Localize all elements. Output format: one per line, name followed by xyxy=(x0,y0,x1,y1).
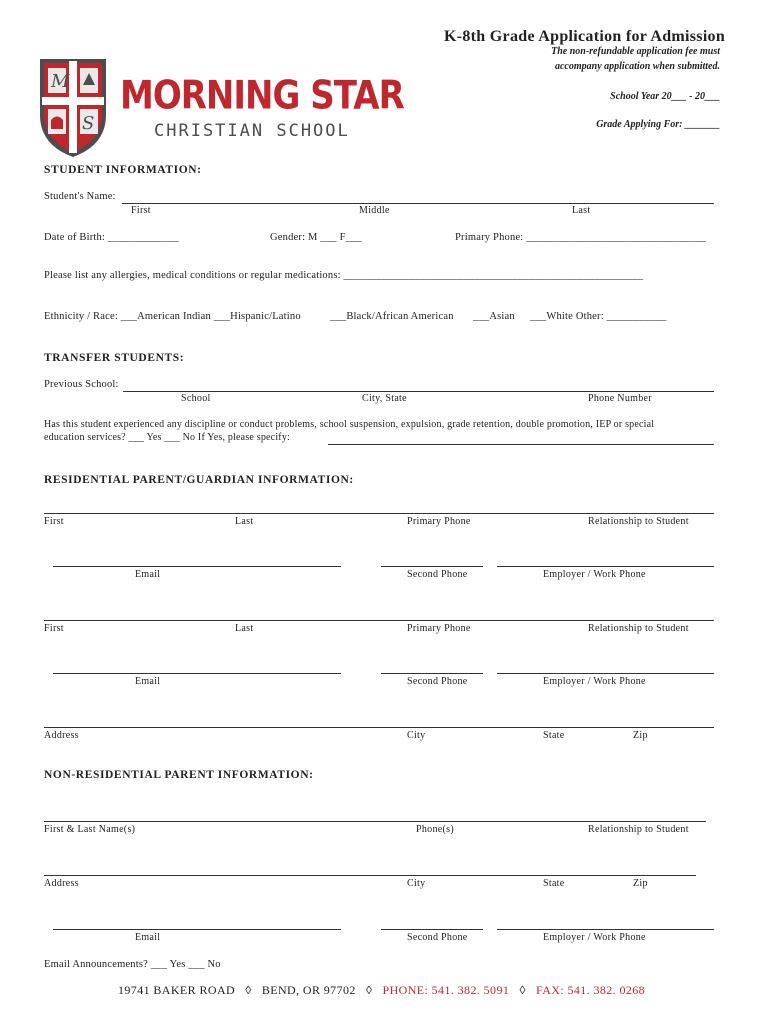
res-parent-1-employer-field[interactable] xyxy=(497,566,714,567)
email-announcements-field[interactable]: Email Announcements? ___ Yes ___ No xyxy=(44,959,221,970)
res-first-caption: First xyxy=(44,516,64,527)
res-primary-phone-caption-2: Primary Phone xyxy=(407,623,471,634)
gender-field[interactable]: Gender: M ___ F___ xyxy=(270,232,362,243)
diamond-separator-icon: ◊ xyxy=(365,983,373,997)
school-logo xyxy=(38,55,404,165)
res-last-caption: Last xyxy=(235,516,254,527)
nonres-employer-field[interactable] xyxy=(497,929,714,930)
student-info-heading: STUDENT INFORMATION: xyxy=(44,164,202,176)
res-state-caption: State xyxy=(543,730,565,741)
nonres-city-caption: City xyxy=(407,878,426,889)
res-parent-2-employer-field[interactable] xyxy=(497,673,714,674)
nonres-relationship-caption: Relationship to Student xyxy=(588,824,689,835)
nonres-second-phone-field[interactable] xyxy=(381,929,483,930)
student-name-label: Student's Name: xyxy=(44,191,116,202)
svg-text:S: S xyxy=(82,113,95,134)
diamond-separator-icon: ◊ xyxy=(519,983,526,997)
res-second-phone-caption: Second Phone xyxy=(407,569,468,580)
res-employer-caption: Employer / Work Phone xyxy=(543,569,646,580)
nonres-email-field[interactable] xyxy=(53,929,341,930)
res-primary-phone-caption: Primary Phone xyxy=(407,516,471,527)
footer-address: 19741 BAKER ROAD xyxy=(118,983,236,997)
discipline-question-line-2: education services? ___ Yes ___ No If Yes, please specify: xyxy=(44,432,290,443)
nonres-phones-caption: Phone(s) xyxy=(416,824,454,835)
school-year: School Year 20___ - 20___ xyxy=(610,91,720,102)
footer-fax: FAX: 541. 382. 0268 xyxy=(536,983,646,997)
residential-parent-heading: RESIDENTIAL PARENT/GUARDIAN INFORMATION: xyxy=(44,474,354,486)
res-parent-2-email-field[interactable] xyxy=(53,673,341,674)
res-parent-1-name-field[interactable] xyxy=(44,513,714,514)
nonres-name-field[interactable] xyxy=(44,821,706,822)
transfer-students-heading: TRANSFER STUDENTS: xyxy=(44,352,185,364)
nonres-address-field[interactable] xyxy=(44,875,696,876)
footer-contact xyxy=(118,983,645,998)
logo-name-line-1: MORNING STAR xyxy=(120,73,404,119)
ethnicity-white-other-option[interactable]: ___White Other: ___________ xyxy=(530,311,667,322)
discipline-question-line-1: Has this student experienced any discipline or conduct problems, school suspension, expulsion, grade retention, double promotion, IEP or special xyxy=(44,419,655,430)
res-parent-1-second-phone-field[interactable] xyxy=(381,566,483,567)
previous-school-field[interactable] xyxy=(123,391,714,392)
ethnicity-black-option[interactable]: ___Black/African American xyxy=(330,311,454,322)
allergies-field[interactable]: Please list any allergies, medical conditions or regular medications: _______________________________________________________ xyxy=(44,270,644,281)
diamond-separator-icon: ◊ xyxy=(245,983,252,997)
res-address-caption: Address xyxy=(44,730,79,741)
res-parent-2-second-phone-field[interactable] xyxy=(381,673,483,674)
previous-school-label: Previous School: xyxy=(44,379,119,390)
logo-name-line-2: CHRISTIAN SCHOOL xyxy=(154,121,350,141)
phone-number-caption: Phone Number xyxy=(588,393,652,404)
ethnicity-field[interactable]: Ethnicity / Race: ___American Indian ___Hispanic/Latino xyxy=(44,311,301,322)
city-state-caption: City, State xyxy=(362,393,407,404)
res-last-caption-2: Last xyxy=(235,623,254,634)
nonres-email-caption: Email xyxy=(135,932,161,943)
footer-phone: PHONE: 541. 382. 5091 xyxy=(382,983,510,997)
fee-note-line-2: accompany application when submitted. xyxy=(554,61,720,72)
res-city-caption: City xyxy=(407,730,426,741)
discipline-specify-field[interactable] xyxy=(328,444,714,445)
student-name-field[interactable] xyxy=(122,203,714,204)
form-title: K-8th Grade Application for Admission xyxy=(444,28,726,45)
date-of-birth-field[interactable]: Date of Birth: _____________ xyxy=(44,232,179,243)
nonresidential-parent-heading: NON-RESIDENTIAL PARENT INFORMATION: xyxy=(44,769,314,781)
res-employer-caption-2: Employer / Work Phone xyxy=(543,676,646,687)
school-caption: School xyxy=(181,393,211,404)
nonres-employer-caption: Employer / Work Phone xyxy=(543,932,646,943)
first-name-caption: First xyxy=(131,205,151,216)
res-email-caption-2: Email xyxy=(135,676,161,687)
res-parent-1-email-field[interactable] xyxy=(53,566,341,567)
res-relationship-caption: Relationship to Student xyxy=(588,516,689,527)
svg-text:M: M xyxy=(51,71,70,92)
res-email-caption: Email xyxy=(135,569,161,580)
res-zip-caption: Zip xyxy=(633,730,648,741)
nonres-name-caption: First & Last Name(s) xyxy=(44,824,136,835)
primary-phone-field[interactable]: Primary Phone: _________________________________ xyxy=(455,232,707,243)
footer-city: BEND, OR 97702 xyxy=(261,983,356,997)
res-address-field[interactable] xyxy=(44,727,714,728)
res-relationship-caption-2: Relationship to Student xyxy=(588,623,689,634)
middle-name-caption: Middle xyxy=(359,205,390,216)
grade-applying: Grade Applying For: _______ xyxy=(596,119,720,130)
fee-note-line-1: The non-refundable application fee must xyxy=(551,46,720,57)
nonres-state-caption: State xyxy=(543,878,565,889)
nonres-second-phone-caption: Second Phone xyxy=(407,932,468,943)
nonres-zip-caption: Zip xyxy=(633,878,648,889)
ethnicity-asian-option[interactable]: ___Asian xyxy=(473,311,515,322)
res-parent-2-name-field[interactable] xyxy=(44,620,714,621)
res-first-caption-2: First xyxy=(44,623,64,634)
nonres-address-caption: Address xyxy=(44,878,79,889)
res-second-phone-caption-2: Second Phone xyxy=(407,676,468,687)
last-name-caption: Last xyxy=(572,205,591,216)
